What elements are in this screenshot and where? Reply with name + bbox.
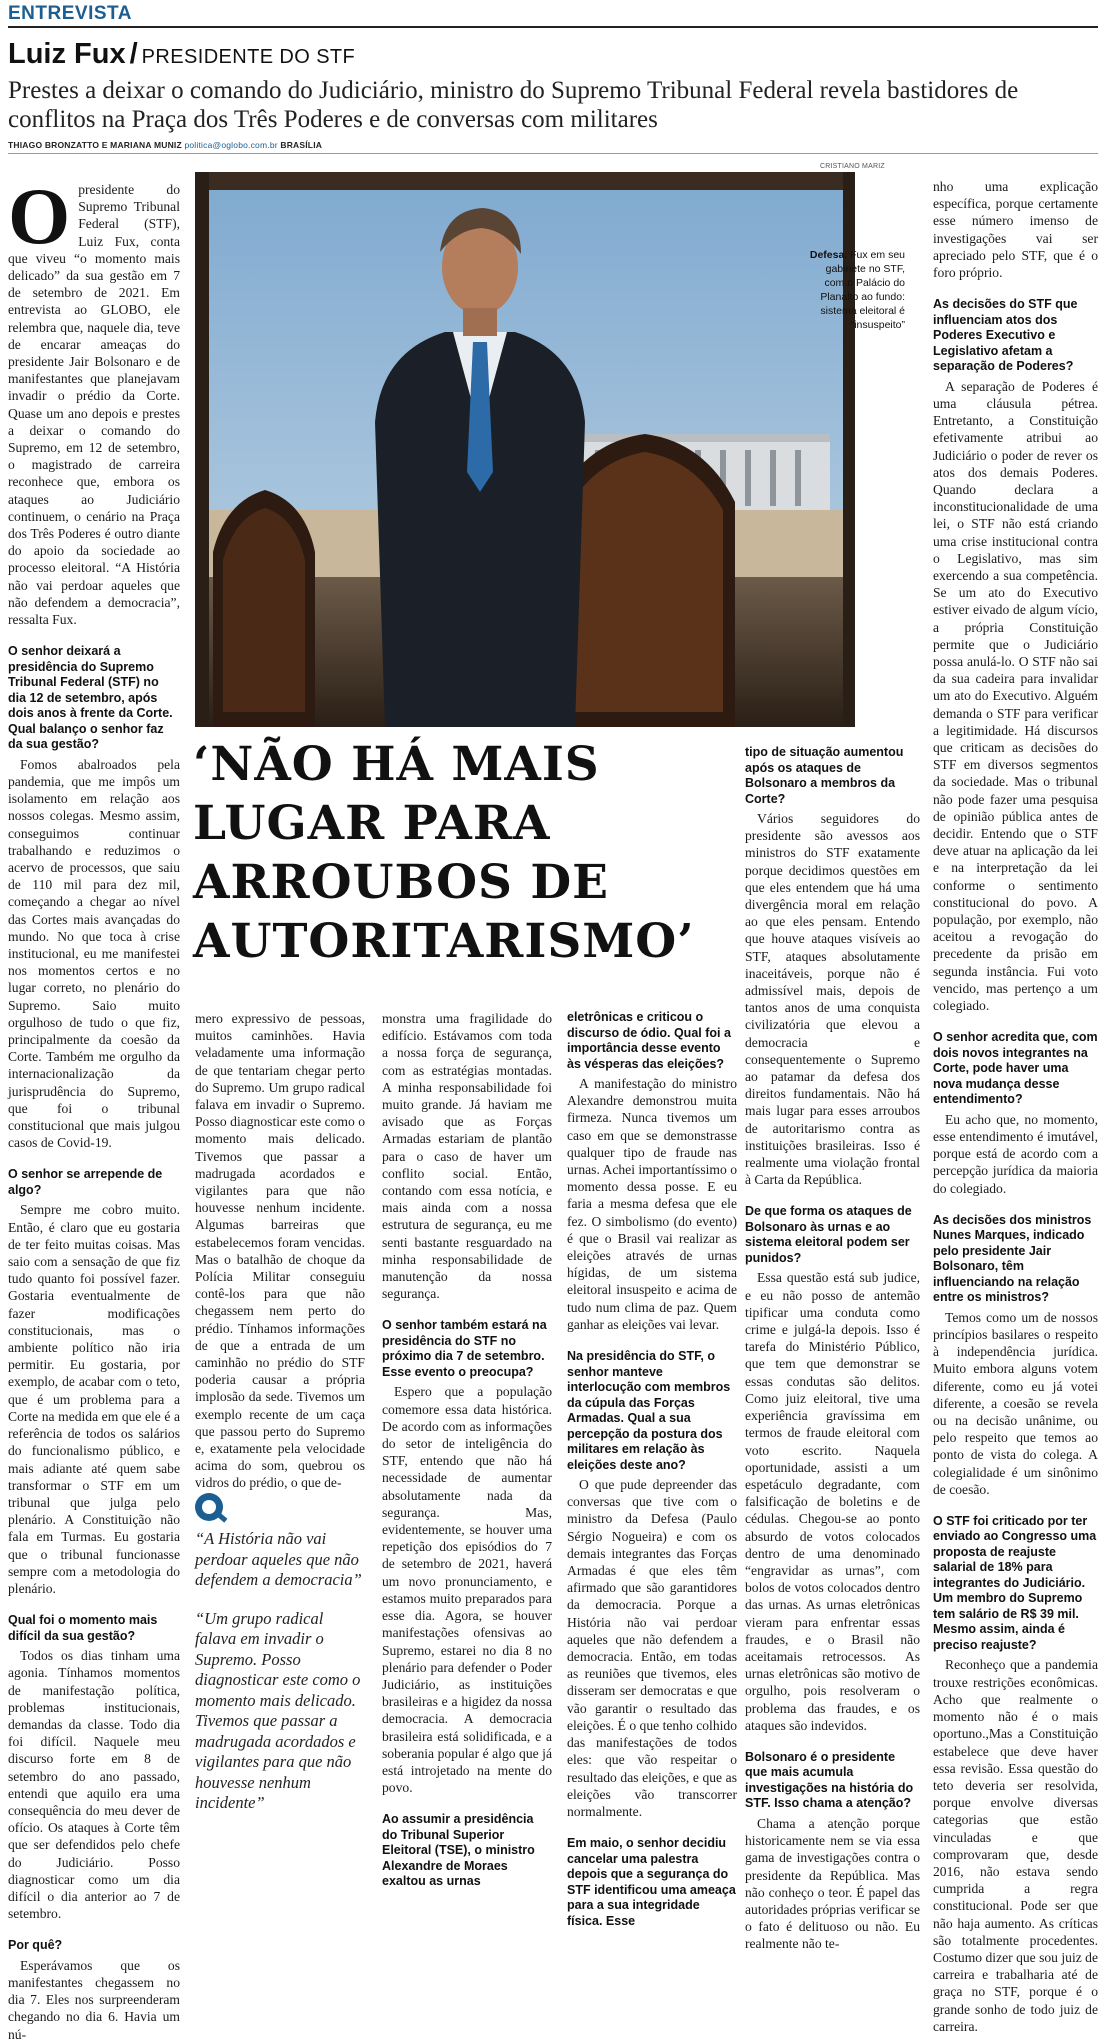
answer: Sempre me cobro muito. Então, é claro que eu gostaria de ter feito muitas coisas. Mas saio com a sensação de que fiz tudo quanto foi possível fazer. Gostaria eventualmente de fazer modificações constitucionais, mas o ambiente político não iria permitir. Eu gostaria, por exemplo, de acabar com o teto, que é um problema para a Corte na medida em que ele é a referência de todos os salários do funcionalismo público, e mais adiante até quem sabe transformar o STF em um tribunal que julga pelo plenário. A Constituição não fala em Turmas. Eu gostaria que o tribunal funcionasse sempre com a metodologia do plenário. <box>8 1202 180 1596</box>
question: Em maio, o senhor decidiu cancelar uma palestra depois que a segurança do STF identificou uma ameaça para a sua integridade física. Esse <box>567 1836 736 1928</box>
question: O STF foi criticado por ter enviado ao Congresso uma proposta de reajuste salarial de 18% para integrantes do Judiciário. Um membro do Supremo tem salário de R$ 39 mil. Mesmo assim, ainda é preciso reajuste? <box>933 1513 1097 1652</box>
caption-lead: Defesa. <box>809 249 848 261</box>
question: Qual foi o momento mais difícil da sua gestão? <box>8 1613 158 1643</box>
question: Ao assumir a presidência do Tribunal Superior Eleitoral (TSE), o ministro Alexandre de Moraes exaltou as urnas <box>382 1812 535 1889</box>
question-continued: eletrônicas e criticou o discurso de ódio. Qual foi a importância desse evento às vésperas das eleições? <box>567 1010 731 1071</box>
byline-authors: THIAGO BRONZATTO E MARIANA MUNIZ <box>8 140 182 150</box>
answer: Espero que a população comemore essa data histórica. De acordo com as informações do setor de inteligência do STF, entendo que não há necessidade de aumentar absolutamente nada da segurança. Mas, evidentemente, se houver uma repetição dos episódios do 7 de setembro de 2021, haverá um novo pronunciamento, e estamos muito preparados para esse dia. Agora, se houver manifestações ofensivas ao Supremo, estarei no dia 8 no plenário para defender o Poder Judiciário, as instituições brasileiras e a higidez da nossa democracia. A democracia brasileira está solidificada, e a soberania popular é algo que já está introjetado na mente do povo. <box>382 1384 552 1796</box>
question: De que forma os ataques de Bolsonaro às urnas e ao sistema eleitoral podem ser punidos? <box>745 1204 912 1265</box>
answer: Eu acho que, no momento, esse entendimento é imutável, porque está de acordo com a percepção jurídica da maioria do colegiado. <box>933 1111 1098 1196</box>
column-6 <box>933 178 1098 2035</box>
pullquote: “A História não vai perdoar aqueles que não defendem a democracia” <box>195 1529 362 1589</box>
question: O senhor se arrepende de algo? <box>8 1167 163 1197</box>
answer: Vários seguidores do presidente são avessos aos ministros do STF exatamente porque decidimos questões em que eles entendem que há uma divergência moral em relação ao que eles pensam. Entendo que houve ataques visíveis ao STF, ataques absolutamente inaceitáveis, porque não é admissível mais, depois de tantos anos de uma conquista civilizatória que elevou a democracia e consequentemente o Supremo ao patamar da defesa dos direitos fundamentais. Não há mais lugar para esses arroubos de autoritarismo contra as instituições brasileiras. Isso é realmente uma violação frontal à Carta da República. <box>745 811 920 1188</box>
photo-credit: CRISTIANO MARIZ <box>820 163 885 170</box>
answer-continued: nho uma explicação específica, porque certamente esse número imenso de investigações vai ser apreciado pelo STF, que é o foro próprio. <box>933 179 1098 281</box>
answer-continued: monstra uma fragilidade do edifício. Estávamos com toda a nossa força de segurança, com as estratégias montadas. A minha responsabilidade foi muito grande. Já haviam me avisado que as Forças Armadas estariam de plantão para o caso de haver um conflito social. Então, contando com essa notícia, e mais ainda com a nossa estrutura de segurança, eu me senti bastante resguardado na minha responsabilidade de manutenção da nossa segurança. <box>382 1011 552 1302</box>
byline-location: BRASÍLIA <box>280 140 323 150</box>
pullquote-box <box>195 1493 365 1832</box>
answer-continued: mero expressivo de pessoas, muitos caminhões. Havia veladamente uma informação de que tentariam chegar perto do Supremo. Um grupo radical falava em invadir o Supremo. Posso diagnosticar este como o momento mais delicado. Tivemos que passar a madrugada acordados e vigilantes para que não houvesse nenhum incidente. Algumas barreiras que estabelecemos foram vencidas. Mas o batalhão de choque da Polícia Militar conseguiu contê-los para que não chegassem nem perto do prédio. Tínhamos informações de que a entrada de um caminhão no prédio do STF poderia causar a própria implosão da sede. Tivemos um exemplo recente de um caça que passou perto do Supremo e, exatamente pela velocidade acima do som, quebrou os vidros do prédio, o que de- <box>195 1011 365 1491</box>
byline <box>8 140 322 150</box>
question: O senhor deixará a presidência do Supremo Tribunal Federal (STF) no dia 12 de setembro, após dois anos à frente da Corte. Qual balanço o senhor faz da sua gestão? <box>8 644 173 752</box>
answer: Fomos abalroados pela pandemia, que me impôs um isolamento em relação aos nossos colegas. Mesmo assim, conseguimos continuar trabalhando e reduzimos o acervo de processos, que saiu de 110 mil para dez mil, começando a chegar ao nível das Cortes mais avançadas do mundo. No que toca à crise institucional, eu me manifestei nos momentos certos e no lugar correto, no plenário do Supremo. Saio muito orgulhoso de tudo o que fiz, principalmente da coesão da Corte. Também me orgulho da internacionalização da jurisprudência do Supremo, que foi o tribunal constitucional que mais julgou casos de Covid-19. <box>8 756 180 1151</box>
intro-text: presidente do Supremo Tribunal Federal (STF), Luiz Fux, conta que viveu “o momento mais delicado” da sua gestão em 7 de setembro de 2021. Em entrevista ao GLOBO, ele relembra que, naquele dia, teve de encarar ameaças do presidente Jair Bolsonaro e de manifestantes que planejavam invadir o prédio da Corte. Quase um ano depois e prestes a deixar o comando do Supremo, em 12 de setembro, o magistrado de carreira reconhece que, embora os ataques ao Judiciário continuem, o cenário na Praça dos Três Poderes é outro diante do apoio da sociedade ao processo eleitoral. “A História não vai perdoar aqueles que não defendem a democracia”, ressalta Fux. <box>8 182 180 628</box>
question-continued: tipo de situação aumentou após os ataques de Bolsonaro a membros da Corte? <box>745 745 904 806</box>
column-1 <box>8 173 180 2043</box>
main-photo <box>195 172 855 727</box>
answer: A separação de Poderes é uma cláusula pétrea. Entretanto, a Constituição efetivamente atribui ao Judiciário o poder de rever os atos dos demais Poderes. Quando declara a inconstitucionalidade de uma lei, o STF não está criando uma crise institucional contra o Legislativo, mas sim exercendo a sua competência. Se um ato do Executivo estiver eivado de algum vício, a própria Constituição permite que o Judiciário possa anulá-lo. O STF não sai da sua cadeira para invalidar um ato do Executivo. Alguém demanda o STF para verificar a legitimidade. Há discursos que criticam as decisões do STF em diversos segmentos da sociedade. Mas o tribunal não pode fazer uma pesquisa de opinião pública antes de decidir. Entendo que o STF deve atuar na aplicação da lei e na interpretação da lei conforme o sentimento constitucional do povo. A população, por exemplo, não aceitou a revogação do precedente da prisão em segunda instância. Fui voto vencido, mas pertenço a um colegiado. <box>933 378 1098 1014</box>
section-label: ENTREVISTA <box>8 3 132 24</box>
interviewee-heading <box>8 38 355 71</box>
dropcap: O <box>8 173 71 261</box>
interviewee-name: Luiz Fux <box>8 38 126 70</box>
answer: Esperávamos que os manifestantes chegassem no dia 7. Eles nos surpreenderam chegando no dia 6. Havia um nú- <box>8 1957 180 2042</box>
answer: Chama a atenção porque historicamente nem se via essa gama de investigações contra o presidente da República. Mas não conheço o teor. É papel das autoridades próprias verificar se o fato é delituoso ou não. Eu realmente não te- <box>745 1815 920 1952</box>
answer: O que pude depreender das conversas que tive com o ministro da Defesa (Paulo Sérgio Nogueira) e com os demais integrantes das Forças Armadas é que eles têm afirmado que são garantidores da democracia. Porque a História não vai perdoar aqueles que não defendem a democracia. Então, em todas as reuniões que tivemos, eles disseram ser democratas e que vão garantir o resultado das eleições. É o que tenho colhido das manifestações de todos eles: que vão respeitar o resultado das eleições, e que as eleições vão transcorrer normalmente. <box>567 1477 737 1819</box>
column-3 <box>382 1010 552 1893</box>
intro-paragraph <box>8 173 180 628</box>
photo-caption <box>808 248 905 332</box>
question: Bolsonaro é o presidente que mais acumula investigações na história do STF. Isso chama a atenção? <box>745 1749 914 1811</box>
column-5 <box>745 745 920 1953</box>
byline-rule <box>8 153 1098 154</box>
column-2 <box>195 1010 365 1492</box>
pullquote: “Um grupo radical falava em invadir o Supremo. Posso diagnosticar este como o momento mais delicado. Tivemos que passar a madrugada acordados e vigilantes para que não houvesse nenhum incidente” <box>195 1608 361 1812</box>
question: As decisões dos ministros Nunes Marques, indicado pelo presidente Jair Bolsonaro, têm influenciando na relação entre os ministros? <box>933 1212 1092 1305</box>
interviewee-role: PRESIDENTE DO STF <box>141 46 356 68</box>
article-dek: Prestes a deixar o comando do Judiciário, ministro do Supremo Tribunal Federal revela bastidores de conflitos na Praça dos Três Poderes e de conversas com militares <box>8 77 1019 133</box>
answer: Reconheço que a pandemia trouxe restrições econômicas. Acho que realmente o momento não é o mais oportuno.,Mas a Constituição estabelece que deve haver essa revisão. Essa questão do teto deveria ser resolvida, porque envolve diversas categorias que estão vinculadas e que comprovaram que, desde 2016, não estava sendo cumprida a regra constitucional. Pode ser que não haja aumento. As críticas são totalmente procedentes. Costumo dizer que sou juiz de carreira e trabalharia até de graça no STF, porque é o grande sonho de todo juiz de carreira. <box>933 1657 1098 2034</box>
quote-q-icon <box>195 1493 223 1521</box>
heading-separator: / <box>129 38 138 70</box>
answer: A manifestação do ministro Alexandre demonstrou muita firmeza. Nunca tivemos um caso em que se demonstrasse qualquer tipo de fraude nas urnas. Achei importantíssimo o momento dessa posse. E eu faria a mesma defesa que ele fez. O simbolismo (do evento) é que o Brasil vai realizar as eleições através de urnas hígidas, de um sistema eleitoral insuspeito e acima de tudo num clima de paz. Quem ganhar as eleições vai levar. <box>567 1076 737 1332</box>
answer: Todos os dias tinham uma agonia. Tínhamos momentos de manifestação política, problemas institucionais, demandas da classe. Todo dia foi difícil. Naquele meu discurso forte em 8 de setembro do ano passado, entendi que aquilo era uma consequência do meu dever de ofício. Os ataques à Corte têm que ser defendidos pelo chefe do Judiciário. Posso diagnosticar como um dia difícil o dia anterior ao 7 de setembro. <box>8 1648 180 1922</box>
answer: Essa questão está sub judice, e eu não posso de antemão tipificar uma conduta como crime e julgá-la depois. Isso é tarefa do Ministério Público, que tem que demonstrar se essas condutas são delitos. Como juiz eleitoral, tive uma experiência gravíssima em termos de fraude eleitoral com voto escrito. Naquela oportunidade, assisti a um espetáculo degradante, com falsificação de boletins e de cédulas. Chegou-se ao ponto absurdo de votos colocados dentro de uma denominado “engravidar as urnas”, com bolos de votos colocados dentro das urnas. As urnas eletrônicas vieram para enfrentar essas fraudes, e o Brasil não aceitamais retrocessos. As urnas eletrônicas são motivo de orgulho, pois resolveram o problema das fraudes, e os ataques são indevidos. <box>745 1270 920 1733</box>
top-rule <box>8 26 1098 28</box>
byline-email[interactable]: politica@oglobo.com.br <box>184 140 278 150</box>
caption-text: Fux em seu gabinete no STF, com o Palácio do Planalto ao fundo: sistema eleitoral é “insuspeito” <box>820 249 905 331</box>
column-4 <box>567 1010 737 1932</box>
question: O senhor também estará na presidência do STF no próximo dia 7 de setembro. Esse evento o preocupa? <box>382 1318 547 1379</box>
question: O senhor acredita que, com dois novos integrantes na Corte, pode haver uma nova mudança desse entendimento? <box>933 1030 1098 1107</box>
question: As decisões do STF que influenciam atos dos Poderes Executivo e Legislativo afetam a separação de Poderes? <box>933 297 1078 374</box>
answer: Temos como um de nossos princípios basilares o respeito à independência jurídica. Muito embora alguns votem diferente, como eu já votei diferente, a coesão se revela ou na decisão unânime, ou pelo respeito que temos ao ponto de vista do colega. A colegialidade é um sinônimo de coesão. <box>933 1309 1098 1497</box>
question: Por quê? <box>8 1938 63 1953</box>
main-title: ‘NÃO HÁ MAIS LUGAR PARA ARROUBOS DE AUTORITARISMO’ <box>193 737 695 969</box>
question: Na presidência do STF, o senhor manteve interlocução com membros da cúpula das Forças Armadas. Qual a sua percepção da postura dos militares em relação às eleições deste ano? <box>567 1349 731 1472</box>
